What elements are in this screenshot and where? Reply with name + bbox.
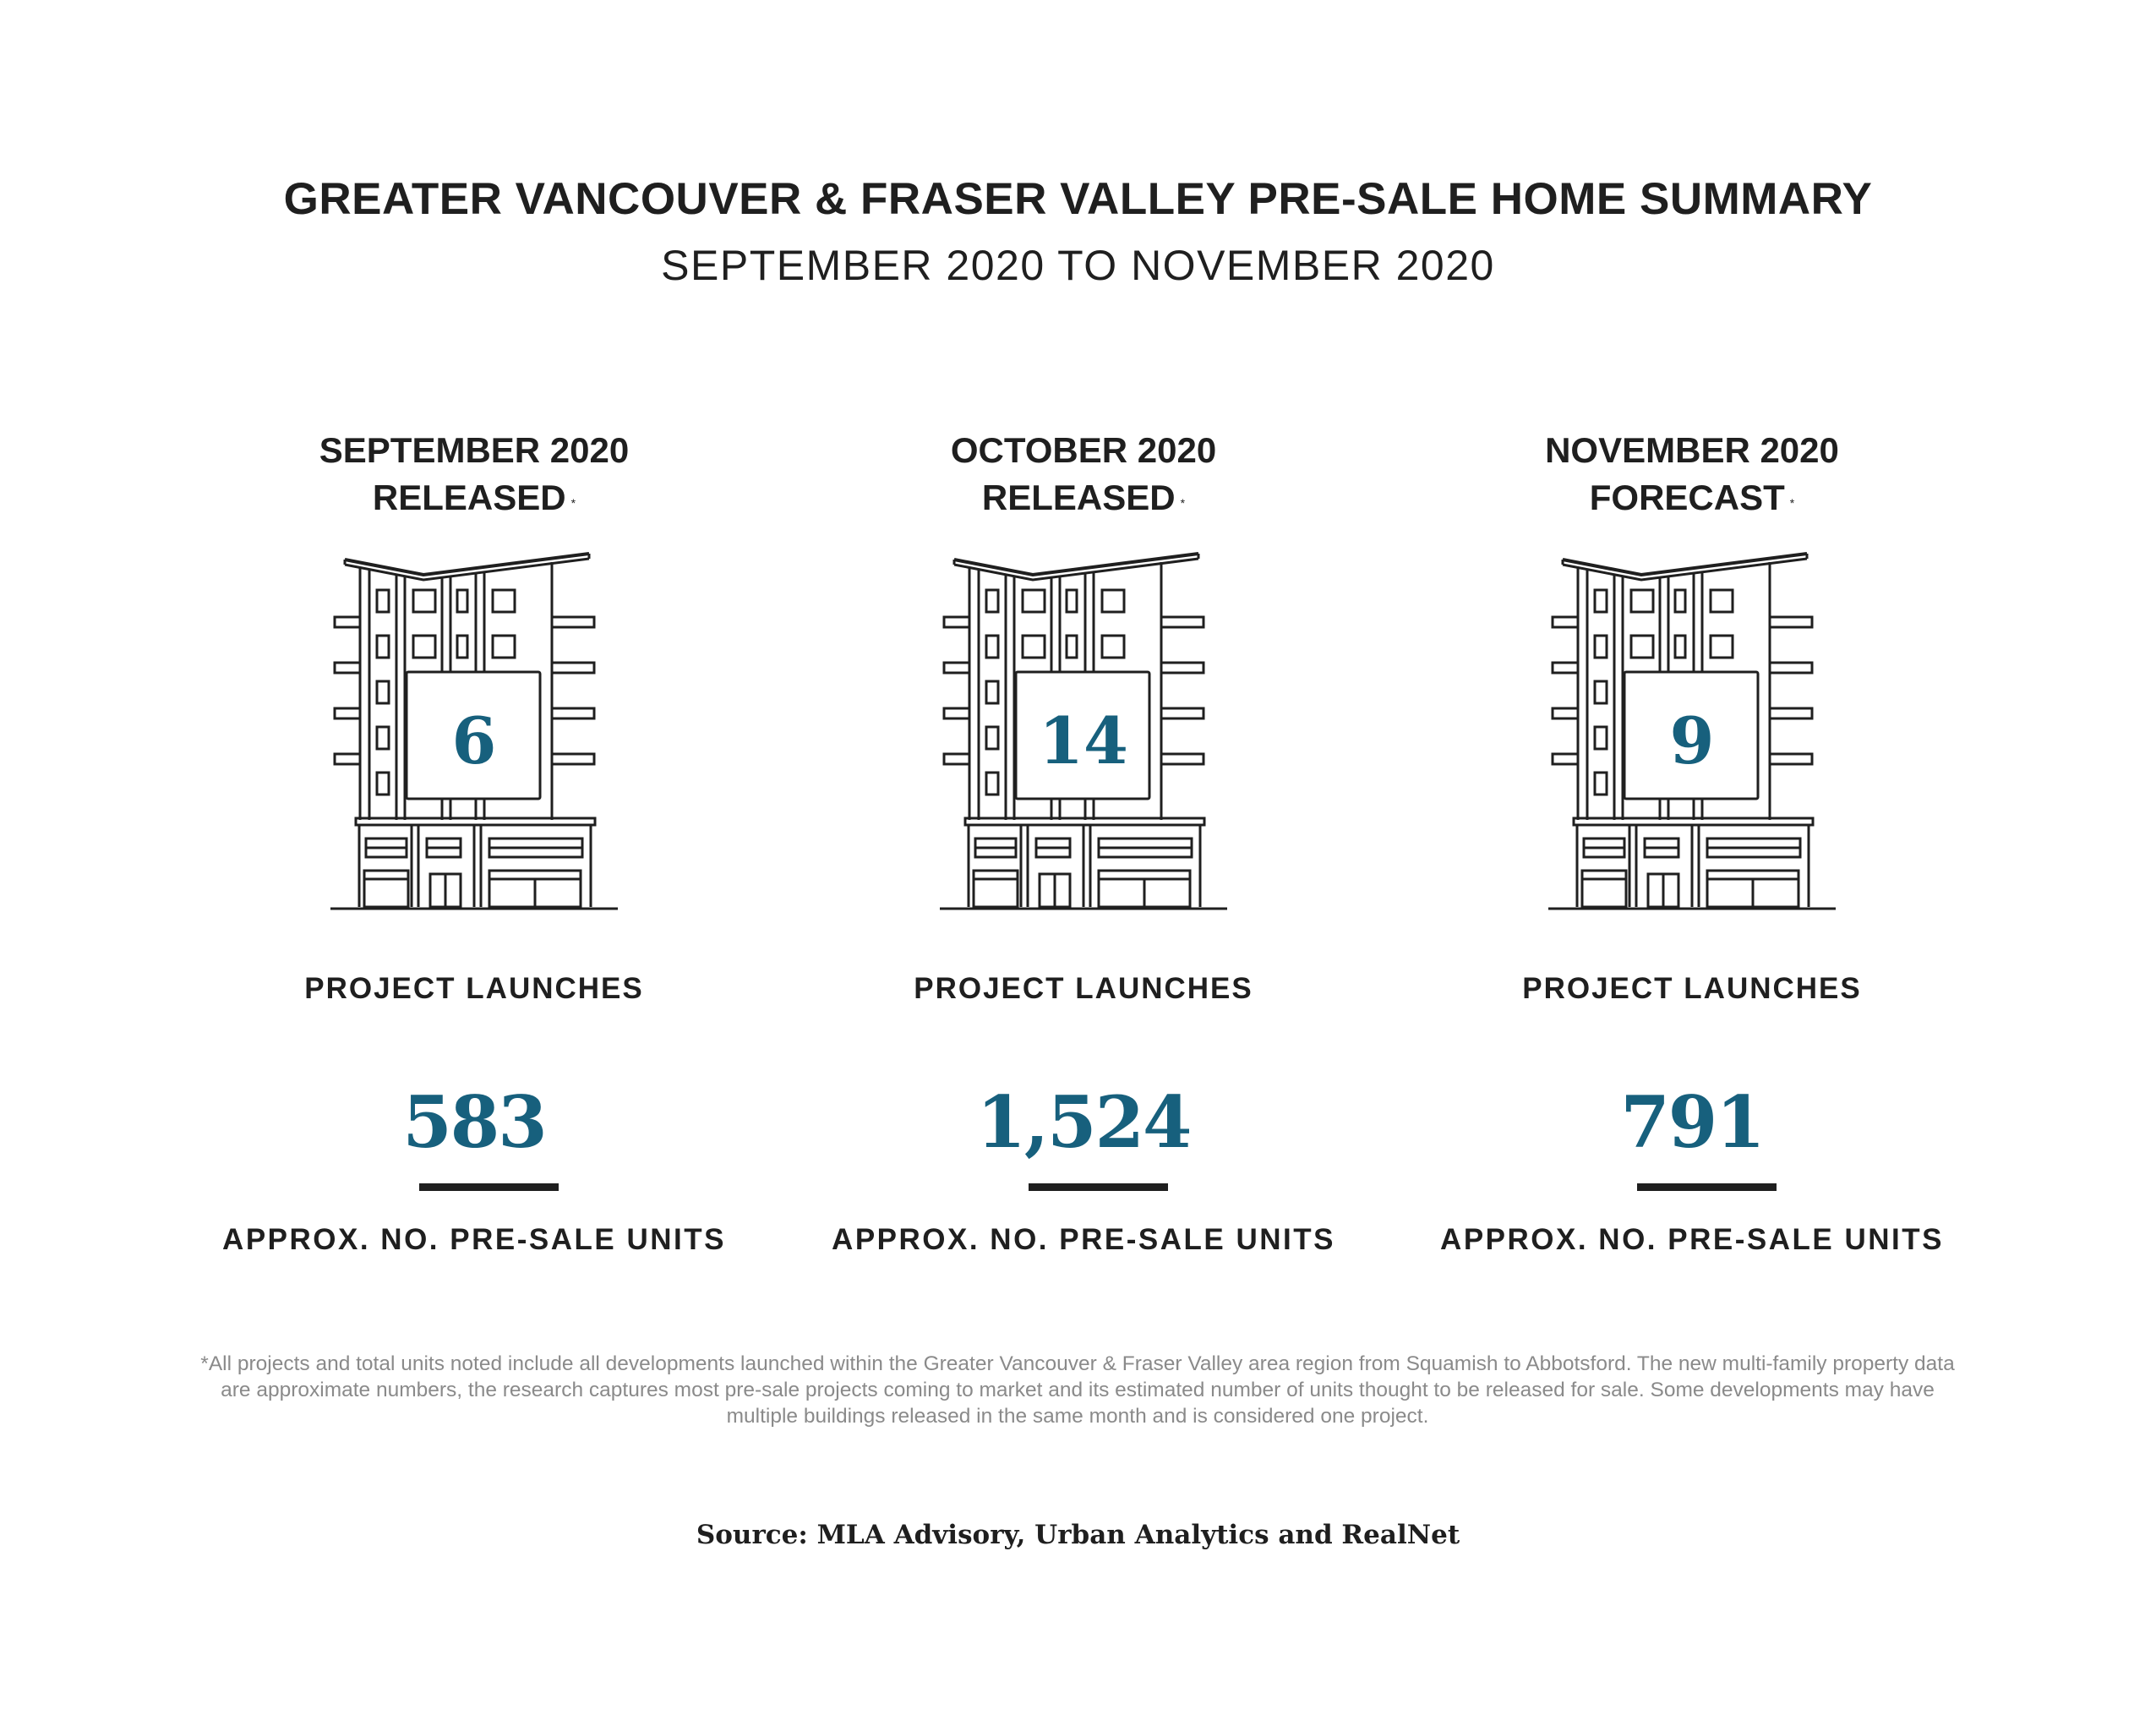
divider-bar [1637,1183,1777,1191]
presale-units-value: 583 [402,1080,546,1164]
presale-units-label: APPROX. NO. PRE-SALE UNITS [832,1223,1335,1256]
project-launches-value: 6 [451,703,497,778]
presale-units-value: 791 [1620,1080,1764,1164]
presale-units-label: APPROX. NO. PRE-SALE UNITS [1440,1223,1944,1256]
source-credit: Source: MLA Advisory, Urban Analytics and RealNet [696,1520,1460,1550]
footnote: *All projects and total units noted include all developments launched within the Greater Vancouver & Fraser Valley area region from Squamish to Abbotsford. The new multi-family property data are approximate numbers, the research captures most pre-sale projects coming to market and its estimated number of units thought to be released for sale. Some developments may have multiple buildings released in the same month and is considered one project. [200,1352,1955,1428]
column-status: RELEASED [372,478,566,517]
asterisk-mark: * [570,496,576,510]
project-launches-label: PROJECT LAUNCHES [1522,972,1862,1005]
presale-units-value: 1,524 [976,1080,1191,1164]
column-status: RELEASED [981,478,1176,517]
column-status: FORECAST [1589,478,1785,517]
asterisk-mark: * [1789,496,1795,510]
column-heading [153,427,795,522]
column-heading [762,427,1405,522]
column-month: OCTOBER 2020 [950,430,1217,470]
project-launches-label: PROJECT LAUNCHES [914,972,1253,1005]
asterisk-mark: * [1180,496,1186,510]
page-title: GREATER VANCOUVER & FRASER VALLEY PRE-SALE HOME SUMMARY [283,174,1873,224]
column-month: SEPTEMBER 2020 [319,430,630,470]
project-launches-value: 14 [1039,703,1128,778]
divider-bar [419,1183,559,1191]
column-heading [1371,427,2013,522]
project-launches-value: 9 [1669,703,1715,778]
presale-units-label: APPROX. NO. PRE-SALE UNITS [222,1223,726,1256]
project-launches-label: PROJECT LAUNCHES [304,972,644,1005]
page-subtitle: SEPTEMBER 2020 TO NOVEMBER 2020 [661,242,1495,289]
divider-bar [1029,1183,1168,1191]
column-month: NOVEMBER 2020 [1545,430,1839,470]
